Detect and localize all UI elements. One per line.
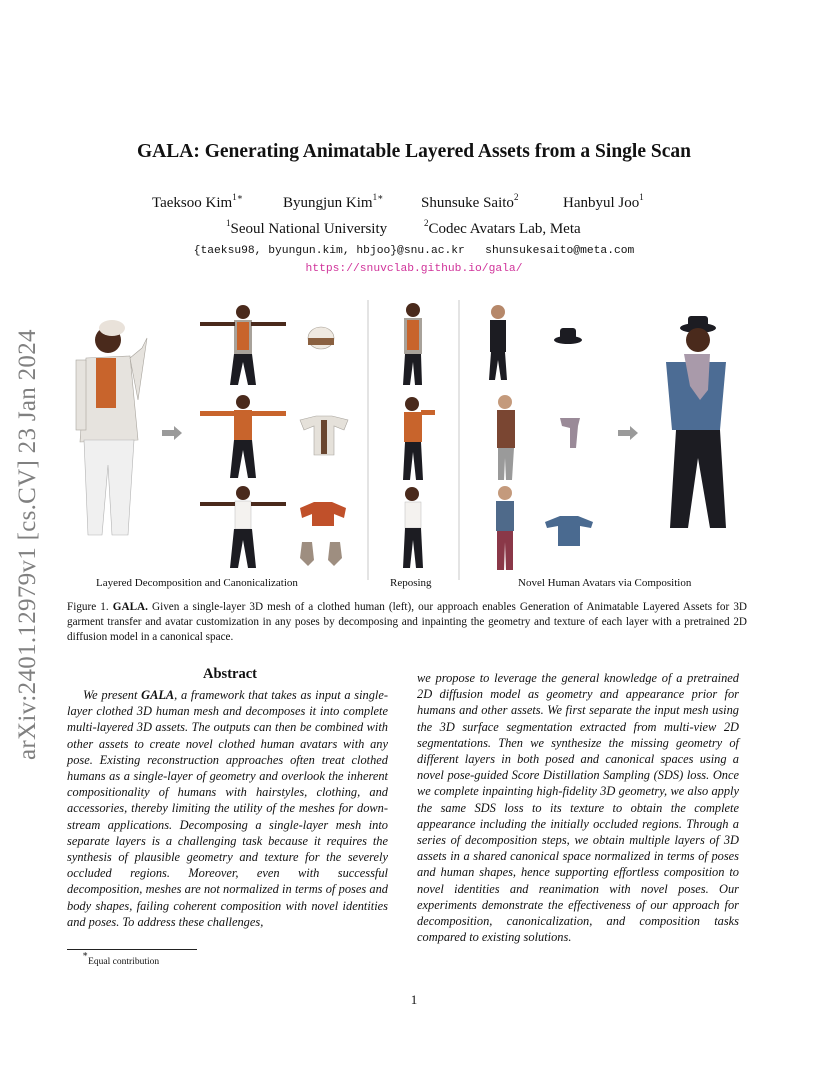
author-1 <box>152 192 243 212</box>
gloves-asset <box>300 542 342 566</box>
arrow-icon <box>162 426 182 440</box>
footnote-text: Equal contribution <box>88 957 160 967</box>
author-emails: {taeksu98, byungun.kim, hbjoo}@snu.ac.kr shunsukesaito@meta.com <box>193 245 635 257</box>
affiliation-1 <box>226 218 388 238</box>
author-sup: 2 <box>513 192 519 202</box>
novel-avatar-3 <box>496 486 514 570</box>
project-url-link[interactable]: https://snuvclab.github.io/gala/ <box>305 263 523 275</box>
canonical-body-3 <box>200 486 286 568</box>
input-scan-figure <box>76 320 147 535</box>
novel-avatar-1 <box>489 305 507 380</box>
teaser-figure <box>50 290 750 590</box>
author-name: Taeksoo Kim <box>152 195 233 211</box>
fedora-hat-asset <box>554 328 582 344</box>
footnote-sup: ∗ <box>82 949 89 959</box>
caption-name: GALA. <box>112 601 148 613</box>
novel-avatar-2 <box>497 395 515 480</box>
author-sup: 1∗ <box>232 192 243 202</box>
section-label-composition: Novel Human Avatars via Composition <box>518 577 692 589</box>
affiliation-2 <box>424 218 581 238</box>
abstract-text-left: , a framework that takes as input a single-layer clothed 3D human mesh and decomposes it into complete multi-layered 3D assets. The outputs can then be combined with other assets to create novel clothed human avatars with any pose. Existing reconstruction approaches often treat clothed humans as a single-layer of geometry and overlook the inherent compositionality of humans with hairstyles, clothing, and accessories, thereby limiting the utility of the meshes for down-stream applications. Decomposing a single-layer mesh into separate layers is a challenging task because it requires the synthesis of plausible geometry and texture for the severely occluded regions. Moreover, even with successful decomposition, meshes are not normalized in terms of poses and body shapes, failing coherent composition with novel identities and poses. To address these challenges, <box>67 688 388 929</box>
arxiv-identifier-stamp: arXiv:2401.12979v1 [cs.CV] 23 Jan 2024 <box>14 329 41 760</box>
author-4 <box>563 192 644 212</box>
caption-label: Figure 1. <box>67 601 109 613</box>
page-number: 1 <box>410 992 418 1007</box>
sweater-asset <box>300 502 346 526</box>
affiliation-sup: 1 <box>226 218 231 228</box>
abstract-column-right: we propose to leverage the general knowledge of a pretrained 2D diffusion model as geometry and appearance prior for humans and other assets. We first separate the input mesh using the 3D surface segmentation extracted from multi-view 2D segmentations. Then we synthesize the missing geometry of different layers in both posed and canonical spaces using a novel pose-guided Score Distillation Sampling (SDS) loss. Once we complete inpainting high-fidelity 3D geometry, we also apply the same SDS loss to its texture to obtain the complete appearance including the initially occluded regions. Through a series of decomposition steps, we obtain multiple layers of 3D assets in a shared canonical space normalized in terms of poses and human shapes, hence supporting effortless composition to novel identities and reanimation with novel poses. Our experiments demonstrate the effectiveness of our approach for decomposition, canonicalization, and composition tasks compared to existing solutions. <box>417 671 739 945</box>
paper-title: GALA: Generating Animatable Layered Assets from a Single Scan <box>137 141 691 162</box>
abstract-column-left <box>67 687 388 930</box>
reposed-figure-3 <box>403 487 423 568</box>
author-name: Byungjun Kim <box>283 195 373 211</box>
composed-avatar-figure <box>666 316 726 528</box>
author-name: Hanbyul Joo <box>563 195 640 211</box>
canonical-body-2 <box>200 395 286 478</box>
arrow-icon <box>618 426 638 440</box>
canonical-body-1 <box>200 305 286 385</box>
author-2 <box>283 192 384 212</box>
section-label-decomposition: Layered Decomposition and Canonicalization <box>96 577 298 589</box>
author-name: Shunsuke Saito <box>421 195 514 211</box>
section-label-reposing: Reposing <box>390 577 432 589</box>
author-sup: 1∗ <box>372 192 384 202</box>
reposed-figure-2 <box>403 397 435 480</box>
scarf-asset <box>560 418 580 448</box>
footnote <box>82 949 160 967</box>
figure-caption <box>67 600 747 645</box>
abstract-method-name: GALA <box>141 688 175 702</box>
affiliation-name: Codec Avatars Lab, Meta <box>428 221 581 237</box>
cardigan-asset <box>300 416 348 455</box>
beanie-hat-asset <box>308 327 334 349</box>
author-3 <box>421 192 519 212</box>
author-sup: 1 <box>639 192 644 202</box>
caption-text: Given a single-layer 3D mesh of a clothed human (left), our approach enables Generation of Animatable Layered Assets for 3D garment transfer and avatar customization in any poses by decomposing and inpainting the geometry and texture of each layer with a pretrained 2D diffusion model in a canonical space. <box>67 601 747 643</box>
abstract-heading: Abstract <box>203 666 257 682</box>
affiliation-sup: 2 <box>424 218 429 228</box>
denim-shirt-asset <box>545 516 593 546</box>
abstract-intro: We present <box>83 688 142 702</box>
affiliation-name: Seoul National University <box>230 221 388 237</box>
reposed-figure-1 <box>403 303 422 385</box>
